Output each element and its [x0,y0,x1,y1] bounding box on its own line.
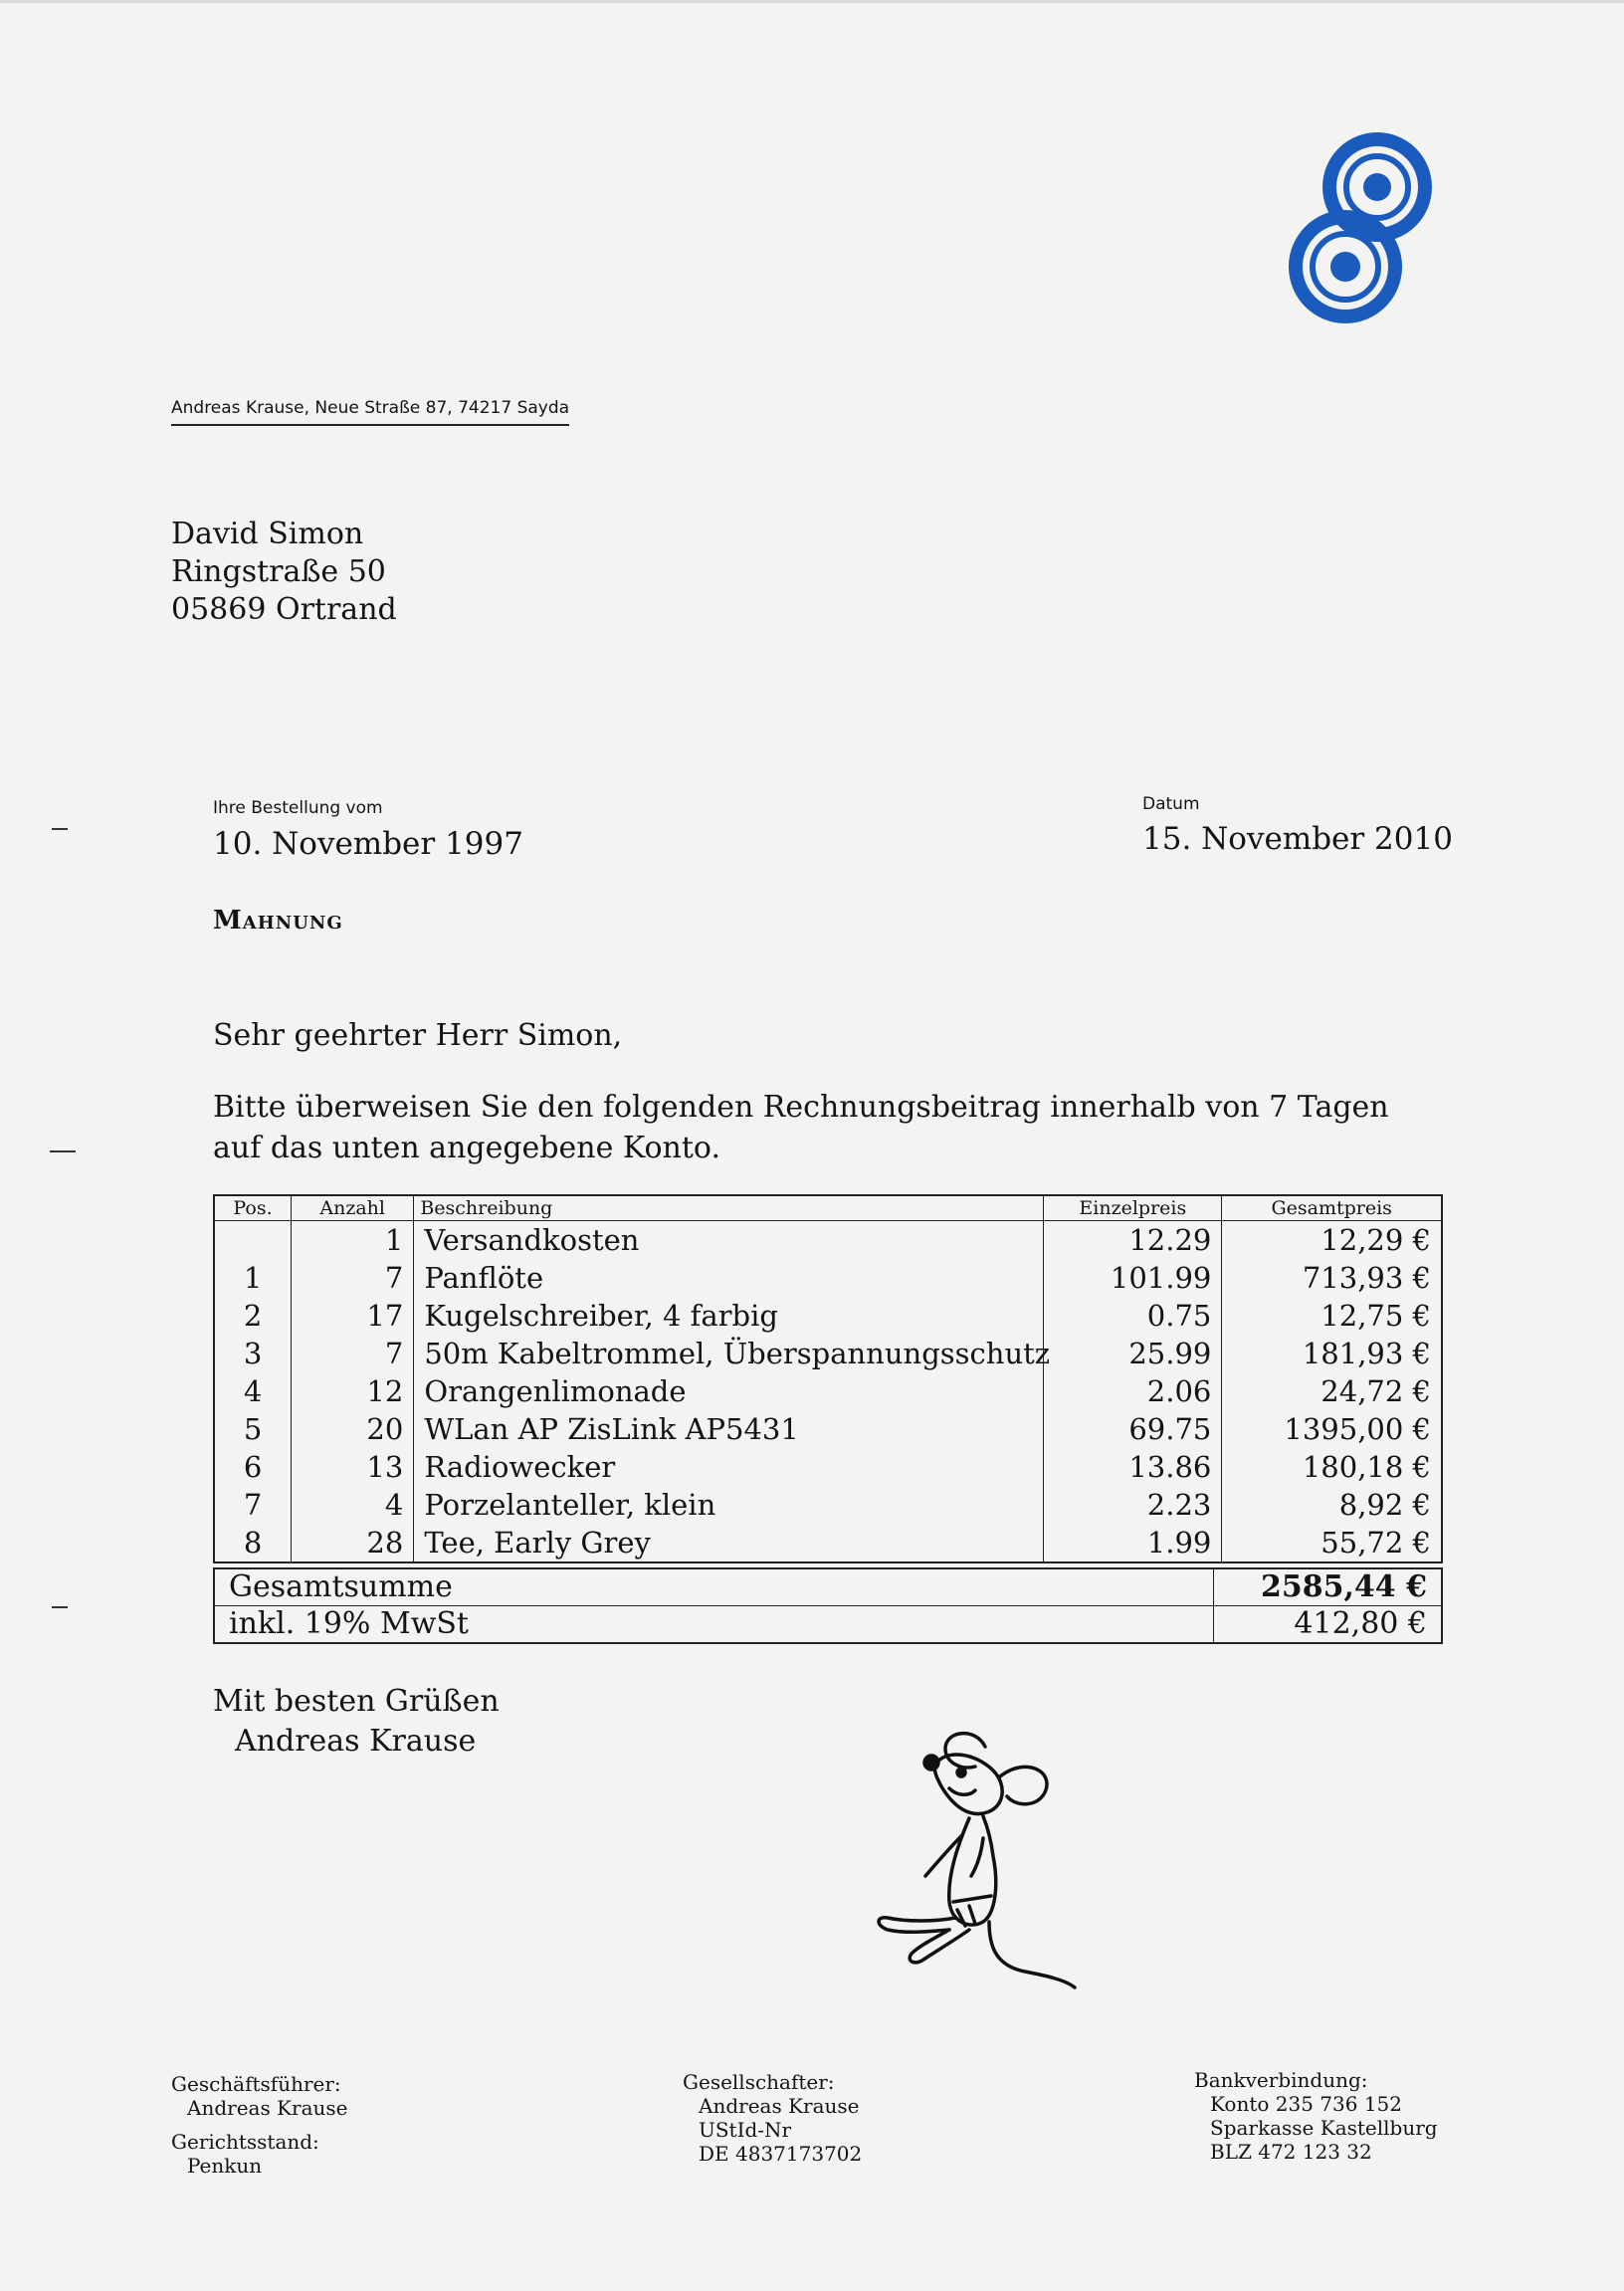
table-row [214,1486,1442,1524]
footer-vat-id-label: UStId-Nr [699,2118,792,2142]
table-row [214,1297,1442,1335]
cell-description: 50m Kabeltrommel, Überspannungsschutz [414,1335,1044,1372]
order-date: 10. November 1997 [213,826,523,862]
vat-label: inkl. 19% MwSt [214,1606,1214,1644]
vat-value: 412,80 € [1214,1606,1443,1644]
cell-pos: 4 [214,1372,292,1410]
footer-col-shareholder [683,2070,862,2166]
header-qty: Anzahl [292,1195,414,1221]
recipient-name: David Simon [171,517,364,551]
fold-mark-top [52,828,68,830]
table-row [214,1524,1442,1562]
cell-unit-price: 12.29 [1044,1221,1222,1260]
body-line-1: Bitte überweisen Sie den folgenden Rechnungsbeitrag innerhalb von 7 Tagen [213,1090,1389,1125]
body-text [213,1087,1389,1168]
footer-bank-account: Konto 235 736 152 [1210,2092,1402,2116]
cell-description: Versandkosten [414,1221,1044,1260]
footer-court: Penkun [187,2154,263,2178]
company-logo [1282,129,1441,338]
cell-unit-price: 13.86 [1044,1448,1222,1486]
cell-description: Radiowecker [414,1448,1044,1486]
recipient-address [171,516,397,629]
cell-total-price: 8,92 € [1222,1486,1442,1524]
table-row [214,1221,1442,1260]
cell-unit-price: 0.75 [1044,1297,1222,1335]
total-row [214,1568,1442,1606]
cell-qty: 13 [292,1448,414,1486]
subject-heading: Mahnung [213,906,343,936]
footer-court-label: Gerichtsstand: [171,2130,319,2154]
closing-greeting: Mit besten Grüßen [213,1684,500,1719]
salutation: Sehr geehrter Herr Simon, [213,1018,623,1053]
cell-pos: 7 [214,1486,292,1524]
punch-mark [50,1150,76,1152]
cell-total-price: 713,93 € [1222,1259,1442,1297]
order-date-label: Ihre Bestellung vom [213,798,383,818]
cell-pos: 5 [214,1410,292,1448]
header-description: Beschreibung [414,1195,1044,1221]
recipient-city: 05869 Ortrand [171,592,397,627]
cell-description: Porzelanteller, klein [414,1486,1044,1524]
footer-bank-name: Sparkasse Kastellburg [1210,2116,1438,2140]
cell-qty: 7 [292,1259,414,1297]
table-row [214,1259,1442,1297]
footer-vat-id: DE 4837173702 [699,2142,863,2166]
cell-qty: 20 [292,1410,414,1448]
totals-table [213,1567,1443,1644]
footer-shareholder-label: Gesellschafter: [683,2070,835,2094]
cell-unit-price: 1.99 [1044,1524,1222,1562]
body-line-2: auf das unten angegebene Konto. [213,1131,720,1165]
total-label: Gesamtsumme [214,1568,1214,1606]
cell-qty: 1 [292,1221,414,1260]
footer-managing-director: Andreas Krause [187,2096,348,2120]
cell-total-price: 55,72 € [1222,1524,1442,1562]
cell-pos: 2 [214,1297,292,1335]
cell-description: WLan AP ZisLink AP5431 [414,1410,1044,1448]
table-header-row [214,1195,1442,1221]
cell-total-price: 180,18 € [1222,1448,1442,1486]
footer-bank-label: Bankverbindung: [1194,2068,1368,2092]
table-row [214,1335,1442,1372]
cell-description: Kugelschreiber, 4 farbig [414,1297,1044,1335]
cell-total-price: 12,29 € [1222,1221,1442,1260]
table-row [214,1448,1442,1486]
cell-total-price: 181,93 € [1222,1335,1442,1372]
header-unit-price: Einzelpreis [1044,1195,1222,1221]
sender-address-line: Andreas Krause, Neue Straße 87, 74217 Sayda [171,398,569,426]
cell-unit-price: 25.99 [1044,1335,1222,1372]
vat-row [214,1606,1442,1644]
cell-description: Tee, Early Grey [414,1524,1044,1562]
cell-qty: 4 [292,1486,414,1524]
closing-name: Andreas Krause [235,1724,477,1759]
cell-pos [214,1221,292,1260]
footer-col-management [171,2072,347,2178]
cell-total-price: 12,75 € [1222,1297,1442,1335]
cell-description: Panflöte [414,1259,1044,1297]
cell-unit-price: 2.06 [1044,1372,1222,1410]
cell-unit-price: 69.75 [1044,1410,1222,1448]
footer-shareholder: Andreas Krause [699,2094,860,2118]
cell-unit-price: 101.99 [1044,1259,1222,1297]
cell-qty: 7 [292,1335,414,1372]
letter-date: 15. November 2010 [1142,821,1453,857]
cell-pos: 3 [214,1335,292,1372]
invoice-items-table [213,1194,1443,1563]
table-row [214,1410,1442,1448]
footer-managing-director-label: Geschäftsführer: [171,2072,341,2096]
letter-date-label: Datum [1142,794,1200,814]
table-row [214,1372,1442,1410]
cell-qty: 28 [292,1524,414,1562]
cell-pos: 8 [214,1524,292,1562]
cell-qty: 12 [292,1372,414,1410]
recipient-street: Ringstraße 50 [171,554,386,589]
cell-total-price: 24,72 € [1222,1372,1442,1410]
cell-description: Orangenlimonade [414,1372,1044,1410]
cell-total-price: 1395,00 € [1222,1410,1442,1448]
cell-unit-price: 2.23 [1044,1486,1222,1524]
page-top-edge [0,0,1624,3]
cell-pos: 6 [214,1448,292,1486]
header-pos: Pos. [214,1195,292,1221]
cell-qty: 17 [292,1297,414,1335]
footer-bank-code: BLZ 472 123 32 [1210,2140,1372,2164]
total-value: 2585,44 € [1214,1568,1443,1606]
footer-col-bank [1194,2068,1438,2164]
fold-mark-bottom [52,1606,68,1608]
mouse-drawing [866,1727,1095,1995]
cell-pos: 1 [214,1259,292,1297]
header-total-price: Gesamtpreis [1222,1195,1442,1221]
